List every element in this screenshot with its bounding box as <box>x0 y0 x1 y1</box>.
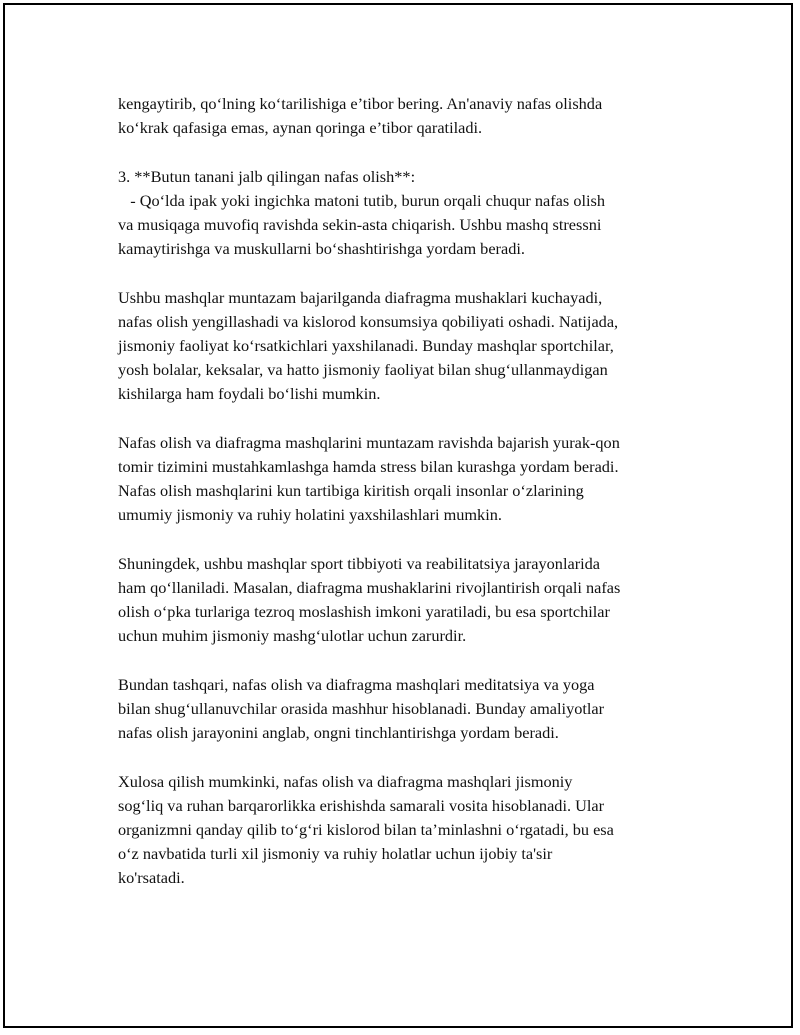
text-line: tomir tizimini mustahkamlashga hamda stress bilan kurashga yordam beradi. <box>118 457 619 476</box>
text-line: umumiy jismoniy va ruhiy holatini yaxshilashlari mumkin. <box>118 505 502 525</box>
text-line: ko'rsatadi. <box>118 868 185 888</box>
text-line: Nafas olish va diafragma mashqlarini muntazam ravishda bajarish yurak-qon <box>118 432 620 452</box>
text-line: kishilarga ham foydali bo‘lishi mumkin. <box>118 384 381 404</box>
text-line: ko‘krak qafasiga emas, aynan qoringa e’tibor qaratiladi. <box>118 118 483 138</box>
text-line: o‘z navbatida turli xil jismoniy va ruhiy holatlar uchun ijobiy ta'sir <box>118 844 553 864</box>
text-line: jismoniy faoliyat ko‘rsatkichlari yaxshilanadi. Bunday mashqlar sportchilar, <box>118 336 614 355</box>
text-line: Xulosa qilish mumkinki, nafas olish va diafragma mashqlari jismoniy <box>118 771 573 791</box>
text-line: nafas olish yengillashadi va kislorod konsumsiya qobiliyati oshadi. Natijada, <box>118 311 619 331</box>
paragraph-3 <box>118 286 698 407</box>
text-line: kamaytirishga va muskullarni bo‘shashtirishga yordam beradi. <box>118 239 525 259</box>
paragraph-2 <box>118 165 698 262</box>
paragraph-1 <box>118 92 698 140</box>
text-line: organizmni qanday qilib to‘g‘ri kislorod bilan ta’minlashni o‘rgatadi, bu esa <box>118 820 614 839</box>
paragraph-6 <box>118 673 698 746</box>
text-line: - Qo‘lda ipak yoki ingichka matoni tutib, burun orqali chuqur nafas olish <box>118 190 605 210</box>
text-line: nafas olish jarayonini anglab, ongni tinchlantirishga yordam beradi. <box>118 723 559 743</box>
text-line: uchun muhim jismoniy mashg‘ulotlar uchun zarurdir. <box>118 626 467 646</box>
text-line: va musiqaga muvofiq ravishda sekin-asta chiqarish. Ushbu mashq stressni <box>118 215 602 234</box>
text-line: Bundan tashqari, nafas olish va diafragma mashqlari meditatsiya va yoga <box>118 674 595 694</box>
text-line: sog‘liq va ruhan barqarorlikka erishishda samarali vosita hisoblanadi. Ular <box>118 795 605 815</box>
paragraph-5 <box>118 552 698 649</box>
text-line: ham qo‘llaniladi. Masalan, diafragma mushaklarini rivojlantirish orqali nafas <box>118 578 621 597</box>
list-heading: 3. **Butun tanani jalb qilingan nafas olish**: <box>118 166 416 186</box>
text-line: olish o‘pka turlariga tezroq moslashish imkoni yaratiladi, bu esa sportchilar <box>118 602 610 622</box>
paragraph-7 <box>118 770 698 891</box>
paragraph-4 <box>118 431 698 528</box>
text-line: Ushbu mashqlar muntazam bajarilganda diafragma mushaklari kuchayadi, <box>118 287 603 307</box>
document-body <box>118 92 698 915</box>
text-line: kengaytirib, qo‘lning ko‘tarilishiga e’tibor bering. An'anaviy nafas olishda <box>118 94 603 113</box>
text-line: Shuningdek, ushbu mashqlar sport tibbiyoti va reabilitatsiya jarayonlarida <box>118 553 601 573</box>
text-line: yosh bolalar, keksalar, va hatto jismoniy faoliyat bilan shug‘ullanmaydigan <box>118 360 608 380</box>
text-line: bilan shug‘ullanuvchilar orasida mashhur hisoblanadi. Bunday amaliyotlar <box>118 699 605 718</box>
text-line: Nafas olish mashqlarini kun tartibiga kiritish orqali insonlar o‘zlarining <box>118 481 584 501</box>
